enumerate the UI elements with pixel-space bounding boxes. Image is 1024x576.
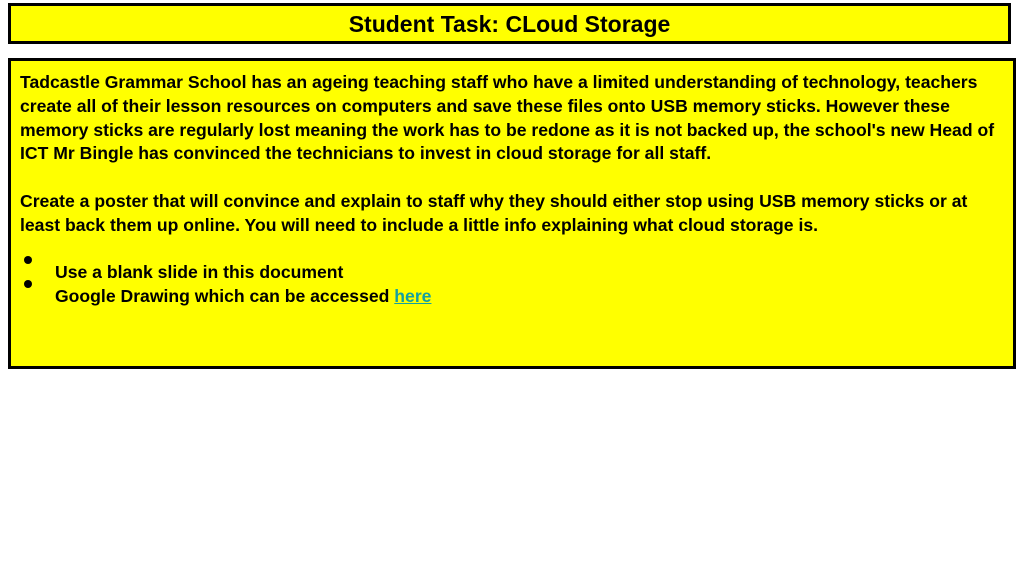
paragraph-spacer — [20, 166, 997, 190]
bullet-text — [55, 285, 431, 309]
bullet-text: Use a blank slide in this document — [55, 262, 344, 283]
page-title: Student Task: CLoud Storage — [348, 10, 671, 37]
options-list — [20, 261, 997, 309]
task-content-box — [8, 58, 1016, 369]
bullet-icon — [22, 289, 35, 302]
instructions-paragraph: Create a poster that will convince and explain to staff why they should either stop using USB memory sticks or at least back them up online. You will need to include a little info explaining what cloud storage is. — [20, 190, 968, 235]
list-item — [20, 261, 997, 285]
google-drawing-link[interactable]: here — [394, 286, 432, 307]
bullet-icon — [22, 265, 35, 278]
bullet-text-prefix: Google Drawing which can be accessed — [55, 286, 395, 307]
scenario-paragraph: Tadcastle Grammar School has an ageing teaching staff who have a limited understanding of technology, teachers create all of their lesson resources on computers and save these files onto USB memory sticks. However these memory sticks are regularly lost meaning the work has to be redone as it is not backed up, the school's new Head of ICT Mr Bingle has convinced the technicians to invest in cloud storage for all staff. — [20, 72, 995, 164]
list-item — [20, 285, 997, 309]
paragraph-spacer — [20, 238, 997, 262]
title-box — [8, 3, 1011, 44]
